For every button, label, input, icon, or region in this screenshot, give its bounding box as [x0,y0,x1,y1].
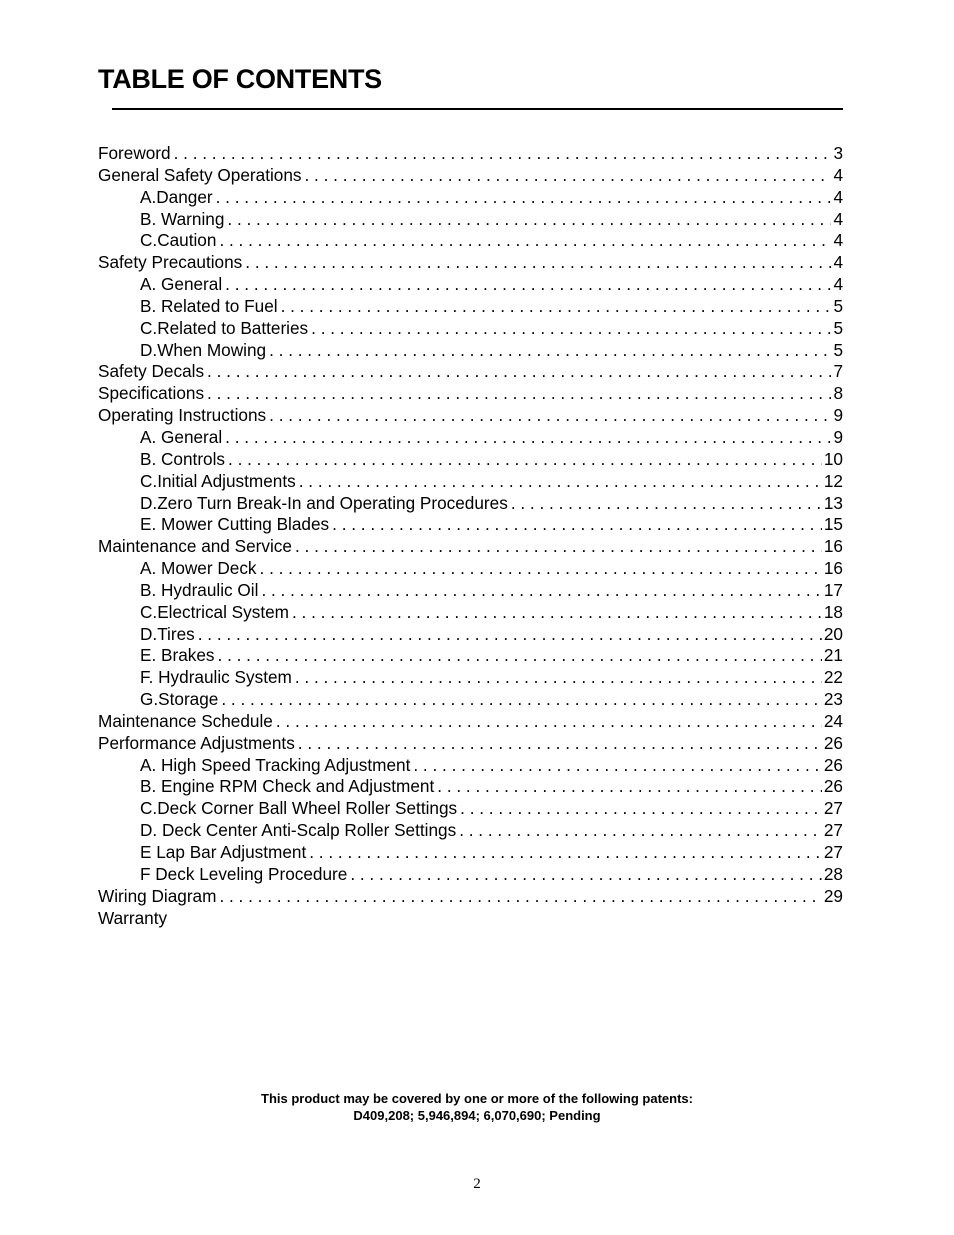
toc-entry-page: 17 [823,579,843,600]
toc-entry-label: Performance Adjustments [98,732,295,753]
toc-entry-page: 10 [823,448,843,469]
toc-entry-label: E. Brakes [140,645,215,666]
toc-entry-page: 5 [833,339,843,360]
toc-subentry [98,318,843,340]
toc-entry-page: 5 [833,295,843,316]
toc-subentry [98,427,843,449]
toc-entry-page: 3 [833,143,843,163]
toc-entry-label: A. General [140,426,223,447]
toc-entry-page: 7 [833,361,843,382]
toc-entry-label: C.Related to Batteries [140,317,309,338]
toc-entry-page: 22 [823,667,843,688]
toc-entry-page: 13 [823,492,843,513]
toc-dot-leader [228,449,822,471]
toc-entry-page: 9 [833,405,843,426]
toc-entry-page: 23 [823,689,843,710]
toc-dot-leader [219,886,821,908]
toc-dot-leader [298,733,822,755]
table-of-contents [98,143,843,929]
toc-entry [98,383,843,405]
toc-entry-label: B. Related to Fuel [140,295,278,316]
toc-dot-leader [225,427,831,449]
toc-dot-leader [350,864,822,886]
toc-entry [98,733,843,755]
toc-entry-page: 16 [823,536,843,557]
toc-entry [98,711,843,733]
toc-dot-leader [225,274,831,296]
toc-subentry [98,667,843,689]
toc-entry-page: 4 [833,164,843,185]
toc-dot-leader [216,187,832,209]
toc-entry-page: 21 [823,645,843,666]
toc-entry-label: Maintenance and Service [98,536,292,557]
toc-entry-label: C.Initial Adjustments [140,470,296,491]
toc-entry-label: Specifications [98,383,205,404]
toc-subentry [98,340,843,362]
toc-entry-label: D.Zero Turn Break-In and Operating Procedures [140,492,508,513]
toc-entry-label: Safety Precautions [98,252,243,273]
toc-dot-leader [459,820,822,842]
toc-entry-page: 4 [833,230,843,251]
toc-entry-page: 16 [823,558,843,579]
toc-dot-leader [332,514,822,536]
toc-subentry [98,471,843,493]
toc-dot-leader [245,252,831,274]
toc-entry-page: 4 [833,186,843,207]
toc-entry-page: 12 [823,470,843,491]
toc-entry-label: C.Electrical System [140,601,289,622]
toc-entry-page: 9 [833,426,843,447]
toc-entry [98,143,843,165]
toc-dot-leader [295,667,822,689]
toc-entry-label: D. Deck Center Anti-Scalp Roller Settings [140,820,457,841]
toc-entry [98,405,843,427]
toc-dot-leader [219,230,831,252]
toc-entry [98,908,843,930]
toc-entry-label: C.Caution [140,230,217,251]
toc-subentry [98,820,843,842]
toc-entry-label: Warranty [98,907,168,928]
toc-entry-label: Wiring Diagram [98,885,217,906]
toc-dot-leader [260,558,822,580]
toc-entry [98,886,843,908]
toc-dot-leader [276,711,822,733]
page-number: 2 [473,1176,481,1192]
toc-entry-page: 29 [823,885,843,906]
toc-entry-page: 27 [823,820,843,841]
toc-subentry [98,558,843,580]
toc-entry-label: B. Engine RPM Check and Adjustment [140,776,435,797]
toc-dot-leader [207,361,831,383]
patent-notice-line2: D409,208; 5,946,894; 6,070,690; Pending [353,1108,601,1123]
toc-entry-page: 4 [833,274,843,295]
toc-dot-leader [292,602,822,624]
toc-subentry [98,602,843,624]
toc-entry-label: Safety Decals [98,361,205,382]
title-divider [112,108,843,110]
toc-entry-page: 8 [833,383,843,404]
toc-entry [98,536,843,558]
toc-dot-leader [299,471,822,493]
toc-dot-leader [305,165,832,187]
toc-dot-leader [309,842,822,864]
toc-entry-page: 18 [823,601,843,622]
toc-entry-label: D.When Mowing [140,339,267,360]
toc-subentry [98,209,843,231]
toc-entry-label: Maintenance Schedule [98,710,273,731]
toc-subentry [98,689,843,711]
toc-entry-label: A. General [140,274,223,295]
toc-entry-label: B. Hydraulic Oil [140,579,259,600]
toc-dot-leader [221,689,822,711]
toc-subentry [98,187,843,209]
toc-subentry [98,842,843,864]
toc-entry-page: 27 [823,842,843,862]
toc-entry-label: F Deck Leveling Procedure [140,863,348,884]
toc-entry-label: A. High Speed Tracking Adjustment [140,754,411,775]
toc-subentry [98,645,843,667]
toc-entry [98,252,843,274]
toc-entry-label: B. Controls [140,448,226,469]
toc-entry-label: F. Hydraulic System [140,667,292,688]
toc-dot-leader [269,340,831,362]
toc-entry-label: C.Deck Corner Ball Wheel Roller Settings [140,798,458,819]
toc-entry-label: Foreword [98,143,171,163]
toc-dot-leader [174,143,832,165]
toc-dot-leader [269,405,831,427]
toc-entry-label: A.Danger [140,186,213,207]
toc-entry-page: 5 [833,317,843,338]
toc-entry-page: 24 [823,710,843,731]
toc-entry-label: E Lap Bar Adjustment [140,842,307,862]
toc-entry [98,361,843,383]
toc-subentry [98,449,843,471]
toc-entry-label: A. Mower Deck [140,558,257,579]
toc-subentry [98,274,843,296]
toc-dot-leader [207,383,831,405]
toc-entry-label: General Safety Operations [98,164,302,185]
toc-subentry [98,864,843,886]
toc-subentry [98,296,843,318]
toc-entry-label: E. Mower Cutting Blades [140,514,330,535]
toc-entry-label: G.Storage [140,689,219,710]
toc-entry-page: 28 [823,863,843,884]
page-title: TABLE OF CONTENTS [98,64,382,94]
toc-subentry [98,230,843,252]
toc-subentry [98,755,843,777]
toc-dot-leader [227,209,831,231]
toc-entry-label: B. Warning [140,208,225,229]
patent-notice-line1: This product may be covered by one or more of the following patents: [261,1091,693,1106]
toc-subentry [98,798,843,820]
toc-entry-page: 27 [823,798,843,819]
toc-dot-leader [460,798,822,820]
toc-dot-leader [198,624,822,646]
toc-dot-leader [413,755,822,777]
toc-entry [98,165,843,187]
toc-entry-page: 4 [833,252,843,273]
toc-dot-leader [437,776,822,798]
toc-dot-leader [218,645,822,667]
toc-dot-leader [311,318,831,340]
toc-subentry [98,514,843,536]
toc-subentry [98,624,843,646]
toc-entry-page: 20 [823,623,843,644]
toc-entry-page: 26 [823,732,843,753]
toc-dot-leader [295,536,822,558]
toc-entry-page: 26 [823,754,843,775]
toc-subentry [98,580,843,602]
toc-entry-label: D.Tires [140,623,195,644]
toc-dot-leader [281,296,832,318]
toc-entry-page: 26 [823,776,843,797]
toc-entry-page: 4 [833,208,843,229]
toc-subentry [98,493,843,515]
toc-entry-page: 15 [823,514,843,535]
toc-dot-leader [261,580,821,602]
toc-entry-label: Operating Instructions [98,405,267,426]
toc-subentry [98,776,843,798]
toc-dot-leader [511,493,822,515]
